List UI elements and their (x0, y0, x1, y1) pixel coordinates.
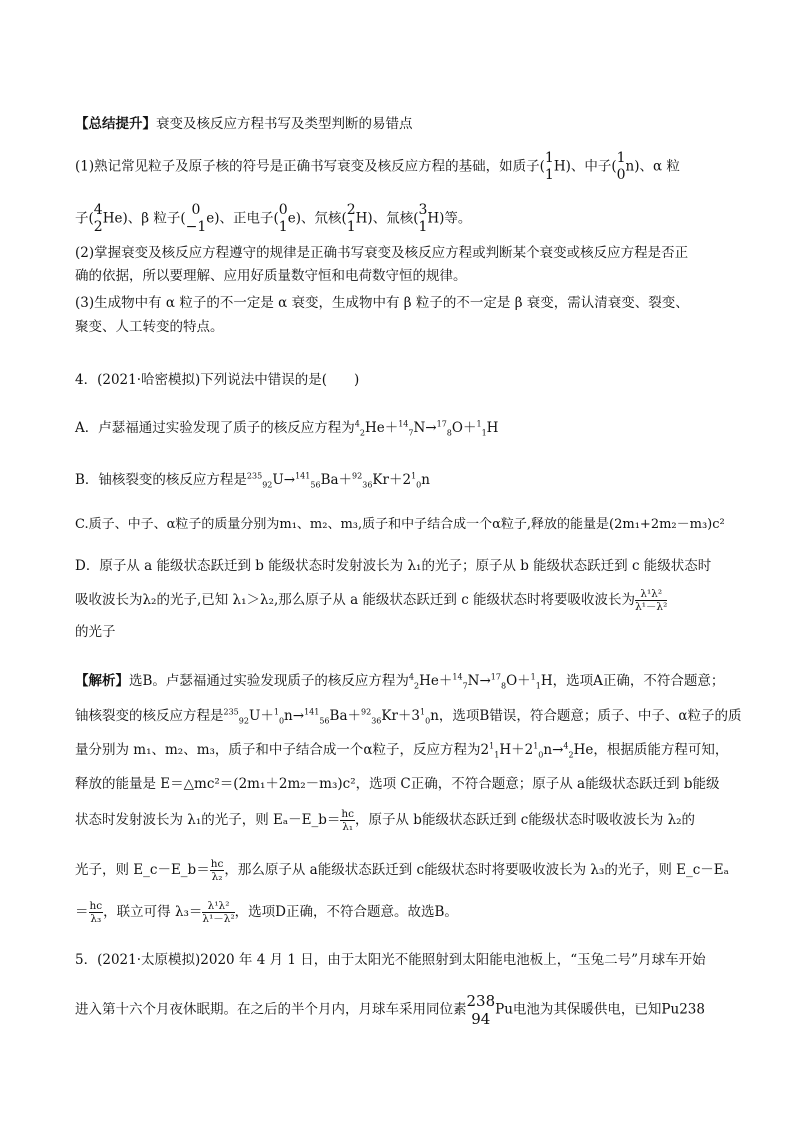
text: e)、正电子( (206, 210, 279, 227)
triton-symbol: 3 1 (418, 202, 428, 235)
text: 铀核裂变的核反应方程是 (75, 708, 224, 724)
analysis-line5 (75, 808, 695, 833)
summary-tag: 【总结提升】 (75, 116, 156, 132)
text: He)、β 粒子( (102, 210, 186, 227)
text: Pu电池为其保暖供电，已知Pu238 (495, 1001, 705, 1018)
q4-option-d-line1: D．原子从 a 能级状态跃迁到 b 能级状态时发射波长为 λ₁的光子；原子从 b 能级状态跃迁到 c 能级状态时 (75, 558, 712, 574)
q4-option-b (75, 470, 430, 490)
text: ，选项D正确，不符合题意。故选B。 (234, 904, 458, 920)
text: H)、中子( (553, 158, 617, 175)
summary-p3-line1: (3)生成物中有 α 粒子的不一定是 α 衰变，生成物中有 β 粒子的不一定是 β 衰变，需认清衰变、裂变、 (75, 295, 689, 311)
analysis-line1 (75, 671, 724, 691)
text: ，选项A正确，不符合题意； (552, 673, 725, 689)
analysis-tag: 【解析】 (75, 673, 129, 689)
equation-b: $^{235}_{92}U\to^{141}_{56}Ba+^{92}_{36}Kr+2^1_0n$ (246, 471, 430, 490)
fraction-hc-l3: $\frac{hc}{\text{λ₃}}$ (89, 900, 103, 925)
alpha-symbol: 4 2 (93, 202, 103, 235)
equation-analysis-c: $2^1_1H+2^1_0n\to^4_2He$ (480, 741, 594, 760)
q4-stem: 4．(2021·哈密模拟)下列说法中错误的是( ) (75, 372, 360, 388)
summary-p2-line1: (2)掌握衰变及核反应方程遵守的规律是正确书写衰变及核反应方程或判断某个衰变或核反应方程是否正 (75, 245, 689, 261)
q4-option-d-line3: 的光子 (75, 624, 116, 640)
text: (1)熟记常见粒子及原子核的符号是正确书写衰变及核反应方程的基础，如质子( (75, 158, 545, 175)
summary-p1-line2 (75, 202, 471, 236)
text: ，选项B错误，符合题意；质子、中子、α粒子的质 (438, 708, 742, 724)
analysis-line7 (75, 900, 458, 925)
summary-heading (75, 114, 413, 134)
analysis-line6 (75, 858, 729, 883)
text: ＝ (75, 904, 89, 920)
text: A．卢瑟福通过实验发现了质子的核反应方程为 (75, 420, 355, 436)
text: ，根据质能方程可知， (593, 742, 729, 758)
text: H)等。 (427, 210, 472, 227)
analysis-line3 (75, 740, 728, 760)
beta-symbol: 0 −1 (185, 202, 207, 235)
text: B．铀核裂变的核反应方程是 (75, 472, 247, 488)
text: 子( (75, 210, 94, 227)
pu-mass-number: 238 (466, 992, 496, 1010)
analysis-line2 (75, 706, 741, 726)
text: 光子，则 E_c－E_b＝ (75, 862, 210, 878)
text: ，联立可得 λ₃＝ (103, 904, 203, 920)
text: 状态时发射波长为 λ₁的光子，则 Eₐ－E_b＝ (75, 812, 341, 828)
q4-option-c: C.质子、中子、α粒子的质量分别为m₁、m₂、m₃,质子和中子结合成一个α粒子,释放的能量是(2m₁+2m₂－m₃)c² (75, 517, 725, 532)
q5-line2 (75, 992, 705, 1028)
q4-option-a (75, 418, 498, 438)
summary-title: 衰变及核反应方程书写及类型判断的易错点 (156, 116, 413, 132)
summary-p3-line2: 聚变、人工转变的特点。 (75, 319, 224, 335)
text: n)、α 粒 (625, 158, 680, 175)
analysis-line4: 释放的能量是 E＝△mc²＝(2m₁＋2m₂－m₃)c²，选项 C正确，不符合题意；原子从 a能级状态跃迁到 b能级 (75, 776, 720, 792)
positron-symbol: 0 1 (278, 202, 288, 235)
q5-line1: 5．(2021·太原模拟)2020 年 4 月 1 日，由于太阳光不能照射到太阳能电池板上，“玉兔二号”月球车开始 (75, 952, 706, 968)
text: ，那么原子从 a能级状态跃迁到 c能级状态时将要吸收波长为 λ₃的光子，则 E_c－Eₐ (224, 862, 729, 878)
summary-p2-line2: 确的依据，所以要理解、应用好质量数守恒和电荷数守恒的规律。 (75, 268, 467, 284)
text: ，原子从 b能级状态跃迁到 c能级状态时吸收波长为 λ₂的 (355, 812, 696, 828)
text: 进入第十六个月夜休眠期。在之后的半个月内，月球车采用同位素 (75, 1001, 467, 1018)
text: 选B。卢瑟福通过实验发现质子的核反应方程为 (129, 673, 409, 689)
fraction-hc-l1: $\frac{hc}{\text{λ₁}}$ (341, 808, 355, 833)
pu-isotope (467, 992, 496, 1028)
fraction-lambda: $\frac{\text{λ¹λ²}}{\text{λ¹－λ²}}$ (635, 588, 668, 613)
proton-symbol: 1 1 (544, 150, 554, 183)
text: H)、氚核( (355, 210, 419, 227)
q4-option-d-line2 (75, 588, 667, 613)
text: e)、氘核( (287, 210, 347, 227)
neutron-symbol: 1 0 (616, 150, 626, 183)
equation-analysis-a: $^4_2$He＋$^{14}_7$N→$^{17}_8$O＋$^1_1$H (408, 672, 553, 691)
summary-p1-line1 (75, 150, 680, 184)
equation-a: $^4_2$He＋$^{14}_7$N→$^{17}_8$O＋$^1_1$H (354, 419, 499, 438)
deuteron-symbol: 2 1 (346, 202, 356, 235)
pu-atomic-number: 94 (471, 1010, 491, 1028)
text: 吸收波长为λ₂的光子,已知 λ₁＞λ₂,那么原子从 a 能级状态跃迁到 c 能级状态时将要吸收波长为 (75, 592, 636, 608)
fraction-hc-l2: $\frac{hc}{\text{λ₂}}$ (210, 858, 224, 883)
fraction-lambda-result: $\frac{\text{λ¹λ²}}{\text{λ¹－λ²}}$ (202, 900, 235, 925)
text: 量分别为 m₁、m₂、m₃，质子和中子结合成一个α粒子，反应方程为 (75, 742, 481, 758)
equation-analysis-b: $^{235}_{92}U+^1_0n\to^{141}_{56}Ba+^{92}_{36}Kr+3^1_0n$ (223, 707, 439, 726)
